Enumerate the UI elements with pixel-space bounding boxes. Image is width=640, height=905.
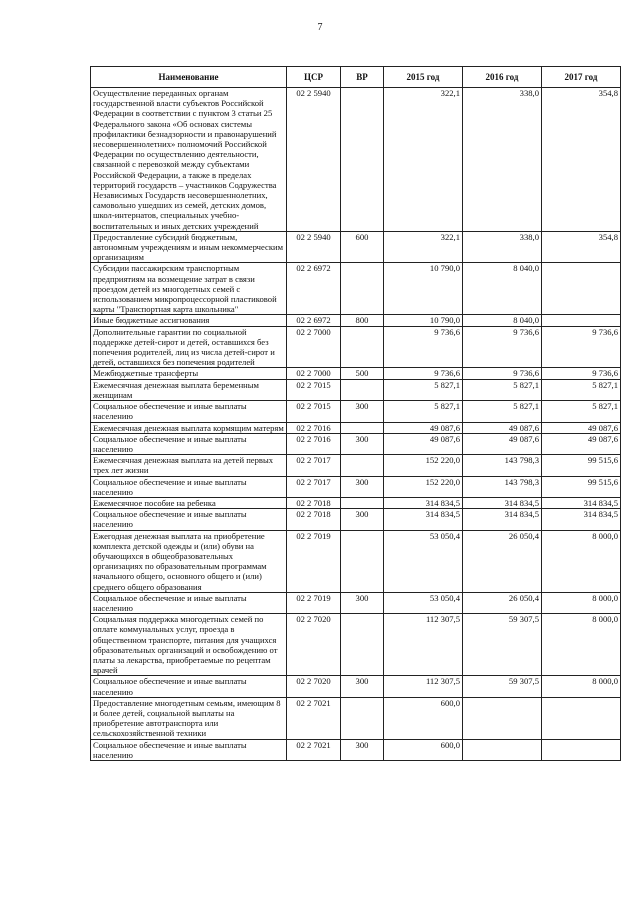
table-row <box>91 88 621 232</box>
cell-2016: 143 798,3 <box>463 455 542 476</box>
cell-2017: 5 827,1 <box>542 379 621 400</box>
table-row <box>91 379 621 400</box>
cell-csr: 02 2 7016 <box>287 433 341 454</box>
cell-csr: 02 2 7000 <box>287 368 341 379</box>
cell-2015: 152 220,0 <box>384 476 463 497</box>
cell-csr: 02 2 5940 <box>287 231 341 263</box>
cell-2016 <box>463 739 542 760</box>
table-row <box>91 433 621 454</box>
cell-2015: 600,0 <box>384 697 463 739</box>
table-row <box>91 263 621 315</box>
cell-vr: 800 <box>341 315 384 326</box>
cell-2016: 314 834,5 <box>463 497 542 508</box>
table-row <box>91 676 621 697</box>
cell-vr: 300 <box>341 592 384 613</box>
cell-2015: 112 307,5 <box>384 676 463 697</box>
table-row <box>91 231 621 263</box>
cell-csr: 02 2 7016 <box>287 422 341 433</box>
cell-2017 <box>542 697 621 739</box>
cell-2017: 49 087,6 <box>542 433 621 454</box>
cell-2016: 9 736,6 <box>463 326 542 368</box>
table-header-row <box>91 67 621 88</box>
cell-2017: 8 000,0 <box>542 676 621 697</box>
cell-2016: 5 827,1 <box>463 401 542 422</box>
cell-2017: 49 087,6 <box>542 422 621 433</box>
cell-2015: 314 834,5 <box>384 497 463 508</box>
cell-2017: 314 834,5 <box>542 509 621 530</box>
cell-2015: 9 736,6 <box>384 326 463 368</box>
cell-2017: 354,8 <box>542 231 621 263</box>
cell-2015: 9 736,6 <box>384 368 463 379</box>
cell-name: Социальная поддержка многодетных семей по оплате коммунальных услуг, проезда в общественном транспорте, питания для учащихся образовательных организаций и освобождению от платы за лекарства, приобретаемые по рецептам врачей <box>91 614 287 676</box>
cell-2015: 322,1 <box>384 231 463 263</box>
cell-name: Социальное обеспечение и иные выплаты населению <box>91 476 287 497</box>
table-row <box>91 422 621 433</box>
cell-2016: 59 307,5 <box>463 614 542 676</box>
cell-csr: 02 2 7021 <box>287 739 341 760</box>
cell-2016: 26 050,4 <box>463 530 542 592</box>
cell-2017: 354,8 <box>542 88 621 232</box>
cell-csr: 02 2 6972 <box>287 315 341 326</box>
cell-vr <box>341 497 384 508</box>
cell-vr <box>341 614 384 676</box>
cell-vr: 600 <box>341 231 384 263</box>
cell-vr: 300 <box>341 509 384 530</box>
cell-2017: 9 736,6 <box>542 326 621 368</box>
cell-2015: 112 307,5 <box>384 614 463 676</box>
cell-2016: 338,0 <box>463 88 542 232</box>
cell-2017: 8 000,0 <box>542 530 621 592</box>
cell-name: Дополнительные гарантии по социальной поддержке детей-сирот и детей, оставшихся без попечения родителей, лиц из числа детей-сирот и детей, оставшихся без попечения родителей <box>91 326 287 368</box>
cell-name: Иные бюджетные ассигнования <box>91 315 287 326</box>
cell-csr: 02 2 6972 <box>287 263 341 315</box>
cell-csr: 02 2 7020 <box>287 614 341 676</box>
cell-csr: 02 2 7015 <box>287 379 341 400</box>
table-row <box>91 592 621 613</box>
cell-2015: 5 827,1 <box>384 379 463 400</box>
budget-table <box>90 66 621 761</box>
cell-vr <box>341 455 384 476</box>
cell-2015: 49 087,6 <box>384 433 463 454</box>
cell-2015: 49 087,6 <box>384 422 463 433</box>
cell-name: Ежемесячная денежная выплата на детей первых трех лет жизни <box>91 455 287 476</box>
cell-2017: 8 000,0 <box>542 614 621 676</box>
cell-2015: 322,1 <box>384 88 463 232</box>
cell-2015: 314 834,5 <box>384 509 463 530</box>
cell-name: Субсидии пассажирским транспортным предприятиям на возмещение затрат в связи проездом детей из многодетных семей с использованием микропроцессорной пластиковой карты "Транспортная карта школьника" <box>91 263 287 315</box>
cell-name: Ежегодная денежная выплата на приобретение комплекта детской одежды и (или) обуви на обучающихся в общеобразовательных организациях по образовательным программам начального общего, основного общего и (или) среднего общего образования <box>91 530 287 592</box>
cell-name: Осуществление переданных органам государственной власти субъектов Российской Федерации в соответствии с пунктом 3 статьи 25 Федерального закона «Об основах системы профилактики безнадзорности и правонарушений несовершеннолетних» полномочий Российской Федерации по осуществлению деятельности, связанной с перевозкой между субъектами Российской Федерации, а также в пределах территорий государств – участников Содружества Независимых Государств несовершеннолетних, самовольно ушедших из семей, детских домов, школ-интернатов, специальных учебно-воспитательных и иных детских учреждений <box>91 88 287 232</box>
cell-2017: 8 000,0 <box>542 592 621 613</box>
cell-2016: 8 040,0 <box>463 315 542 326</box>
cell-vr <box>341 530 384 592</box>
cell-csr: 02 2 7017 <box>287 476 341 497</box>
cell-2015: 53 050,4 <box>384 530 463 592</box>
table-body <box>91 88 621 761</box>
cell-name: Социальное обеспечение и иные выплаты населению <box>91 592 287 613</box>
cell-vr: 300 <box>341 476 384 497</box>
table-row <box>91 315 621 326</box>
cell-vr: 300 <box>341 433 384 454</box>
cell-2016: 143 798,3 <box>463 476 542 497</box>
cell-name: Социальное обеспечение и иные выплаты населению <box>91 509 287 530</box>
cell-2017: 99 515,6 <box>542 476 621 497</box>
cell-vr: 300 <box>341 401 384 422</box>
cell-name: Ежемесячная денежная выплата кормящим матерям <box>91 422 287 433</box>
cell-vr <box>341 88 384 232</box>
cell-name: Социальное обеспечение и иные выплаты населению <box>91 739 287 760</box>
cell-name: Социальное обеспечение и иные выплаты населению <box>91 401 287 422</box>
cell-csr: 02 2 7021 <box>287 697 341 739</box>
table-row <box>91 697 621 739</box>
cell-2016: 49 087,6 <box>463 422 542 433</box>
cell-vr <box>341 326 384 368</box>
table-row <box>91 326 621 368</box>
cell-2017 <box>542 315 621 326</box>
cell-2015: 10 790,0 <box>384 263 463 315</box>
cell-2015: 10 790,0 <box>384 315 463 326</box>
cell-csr: 02 2 7019 <box>287 592 341 613</box>
cell-2016: 49 087,6 <box>463 433 542 454</box>
cell-name: Социальное обеспечение и иные выплаты населению <box>91 676 287 697</box>
cell-name: Социальное обеспечение и иные выплаты населению <box>91 433 287 454</box>
cell-2017 <box>542 263 621 315</box>
cell-2016: 59 307,5 <box>463 676 542 697</box>
cell-2017: 99 515,6 <box>542 455 621 476</box>
cell-2017: 5 827,1 <box>542 401 621 422</box>
header-2015: 2015 год <box>384 67 463 88</box>
cell-vr <box>341 422 384 433</box>
cell-2015: 53 050,4 <box>384 592 463 613</box>
cell-2015: 5 827,1 <box>384 401 463 422</box>
cell-2015: 152 220,0 <box>384 455 463 476</box>
cell-2015: 600,0 <box>384 739 463 760</box>
cell-csr: 02 2 7018 <box>287 497 341 508</box>
page-number: 7 <box>317 22 323 33</box>
table-row <box>91 401 621 422</box>
table-row <box>91 509 621 530</box>
cell-name: Предоставление многодетным семьям, имеющим 8 и более детей, социальной выплаты на приобретение автотранспорта или сельскохозяйственной техники <box>91 697 287 739</box>
cell-2016: 26 050,4 <box>463 592 542 613</box>
cell-2016: 9 736,6 <box>463 368 542 379</box>
cell-name: Межбюджетные трансферты <box>91 368 287 379</box>
cell-vr: 500 <box>341 368 384 379</box>
header-csr: ЦСР <box>287 67 341 88</box>
cell-csr: 02 2 7020 <box>287 676 341 697</box>
cell-2017: 314 834,5 <box>542 497 621 508</box>
cell-name: Предоставление субсидий бюджетным, автономным учреждениям и иным некоммерческим организациям <box>91 231 287 263</box>
cell-csr: 02 2 7000 <box>287 326 341 368</box>
cell-vr <box>341 379 384 400</box>
cell-csr: 02 2 7018 <box>287 509 341 530</box>
header-2016: 2016 год <box>463 67 542 88</box>
cell-2017: 9 736,6 <box>542 368 621 379</box>
cell-2016 <box>463 697 542 739</box>
cell-2016: 338,0 <box>463 231 542 263</box>
cell-2016: 314 834,5 <box>463 509 542 530</box>
cell-name: Ежемесячная денежная выплата беременным женщинам <box>91 379 287 400</box>
table-row <box>91 497 621 508</box>
table-row <box>91 530 621 592</box>
cell-vr: 300 <box>341 739 384 760</box>
cell-2017 <box>542 739 621 760</box>
cell-vr <box>341 263 384 315</box>
table-row <box>91 739 621 760</box>
cell-name: Ежемесячное пособие на ребенка <box>91 497 287 508</box>
cell-vr <box>341 697 384 739</box>
header-name: Наименование <box>91 67 287 88</box>
table-row <box>91 476 621 497</box>
cell-csr: 02 2 7015 <box>287 401 341 422</box>
table-row <box>91 368 621 379</box>
cell-2016: 5 827,1 <box>463 379 542 400</box>
cell-csr: 02 2 7019 <box>287 530 341 592</box>
cell-csr: 02 2 7017 <box>287 455 341 476</box>
cell-2016: 8 040,0 <box>463 263 542 315</box>
header-2017: 2017 год <box>542 67 621 88</box>
cell-csr: 02 2 5940 <box>287 88 341 232</box>
table-row <box>91 455 621 476</box>
header-vr: ВР <box>341 67 384 88</box>
cell-vr: 300 <box>341 676 384 697</box>
table-row <box>91 614 621 676</box>
